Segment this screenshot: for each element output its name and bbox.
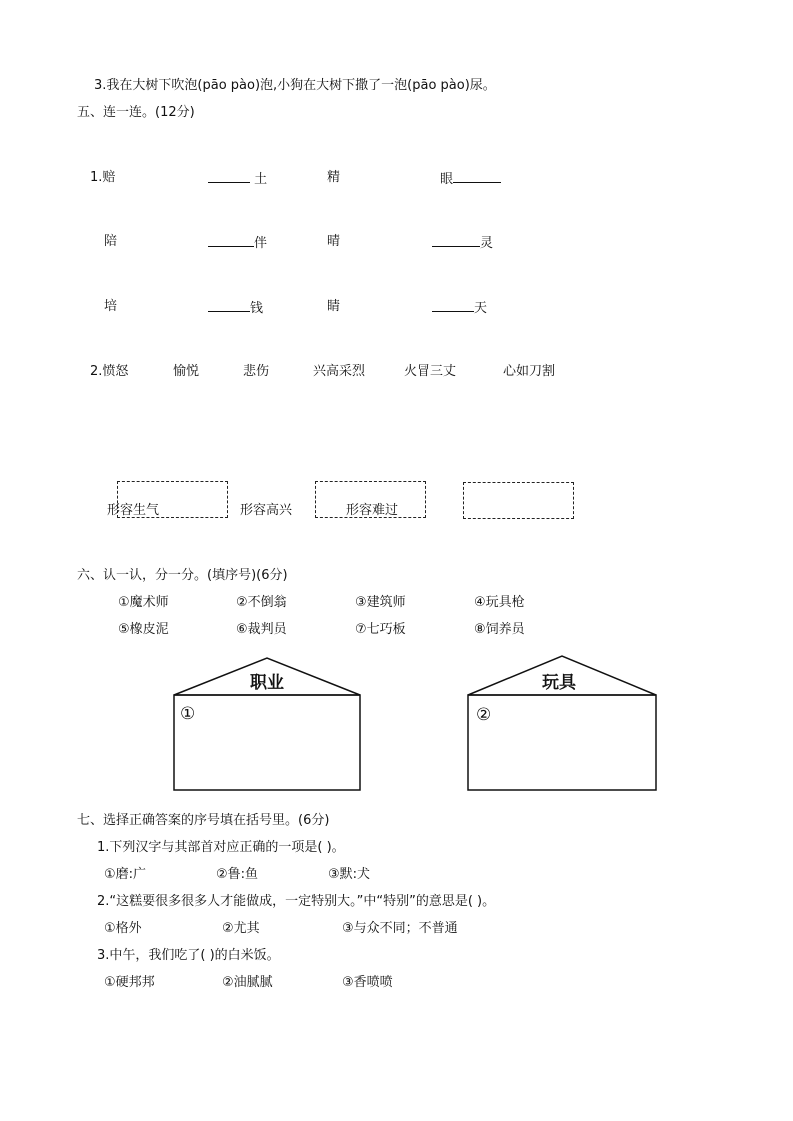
blank-word-2: 伴 [208, 234, 267, 252]
q3-option-2: ②油腻腻 [222, 975, 273, 990]
q3-option-3: ③香喷喷 [342, 975, 393, 990]
q2-option-1: ①格外 [104, 921, 142, 936]
right-word-3: 天 [432, 299, 487, 317]
fill-blank[interactable] [208, 234, 254, 247]
right-char-1: 精 [327, 170, 341, 185]
item-7: ⑦七巧板 [355, 622, 406, 637]
section-6-title: 六、认一认，分一分。(填序号)(6分) [77, 568, 288, 583]
house-label-toy: 玩具 [542, 673, 576, 693]
fill-blank[interactable] [208, 299, 250, 312]
left-char-1: 1.赔 [90, 170, 116, 185]
category-label-happy: 形容高兴 [240, 503, 293, 518]
q3-option-1: ①硬邦邦 [104, 975, 155, 990]
category-label-sad: 形容难过 [346, 503, 399, 518]
fill-blank[interactable] [432, 299, 474, 312]
section-7-title: 七、选择正确答案的序号填在括号里。(6分) [77, 813, 330, 828]
item-6: ⑥裁判员 [236, 622, 287, 637]
house-label-occupation: 职业 [250, 673, 284, 693]
section-5-title: 五、连一连。(12分) [77, 105, 195, 120]
right-word-2: 灵 [432, 234, 493, 252]
emotion-word-6: 心如刀割 [503, 364, 556, 379]
right-char-3: 睛 [327, 299, 341, 314]
question-1: 1.下列汉字与其部首对应正确的一项是( )。 [97, 840, 345, 855]
item-8: ⑧饲养员 [474, 622, 525, 637]
q1-option-3: ③默:犬 [328, 867, 371, 882]
q2-option-2: ②尤其 [222, 921, 260, 936]
emotion-word-3: 悲伤 [243, 364, 270, 379]
item-4: ④玩具枪 [474, 595, 525, 610]
question-3: 3.中午，我们吃了( )的白米饭。 [97, 948, 280, 963]
item-5: ⑤橡皮泥 [118, 622, 169, 637]
left-char-2: 陪 [104, 234, 118, 249]
house-occupation[interactable] [172, 656, 362, 792]
emotion-word-4: 兴高采烈 [313, 364, 366, 379]
question-item-3: 3.我在大树下吹泡(pāo pào)泡,小狗在大树下撒了一泡(pāo pào)尿。 [94, 78, 496, 93]
blank-word-3: 钱 [208, 299, 263, 317]
category-box-blank[interactable] [463, 482, 574, 519]
house-answer-toy: ② [476, 705, 492, 725]
item-3: ③建筑师 [355, 595, 406, 610]
right-word-1: 眼 [440, 170, 501, 188]
house-toy[interactable] [466, 654, 658, 792]
q1-option-1: ①磨:广 [104, 867, 147, 882]
q1-option-2: ②鲁:鱼 [216, 867, 259, 882]
item-1: ①魔术师 [118, 595, 169, 610]
blank-word-1: 土 [208, 170, 267, 188]
emotion-word-2: 愉悦 [173, 364, 200, 379]
q2-option-3: ③与众不同；不普通 [342, 921, 458, 936]
question-2: 2.“这糕要很多很多人才能做成，一定特别大。”中“特别”的意思是( )。 [97, 894, 496, 909]
left-char-3: 培 [104, 299, 118, 314]
fill-blank[interactable] [453, 170, 501, 183]
house-answer-occupation: ① [180, 704, 196, 724]
fill-blank[interactable] [208, 170, 250, 183]
emotion-word-5: 火冒三丈 [404, 364, 457, 379]
emotion-word-1: 2.愤怒 [90, 364, 129, 379]
right-char-2: 晴 [327, 234, 341, 249]
item-2: ②不倒翁 [236, 595, 287, 610]
fill-blank[interactable] [432, 234, 480, 247]
category-label-angry: 形容生气 [107, 503, 160, 518]
